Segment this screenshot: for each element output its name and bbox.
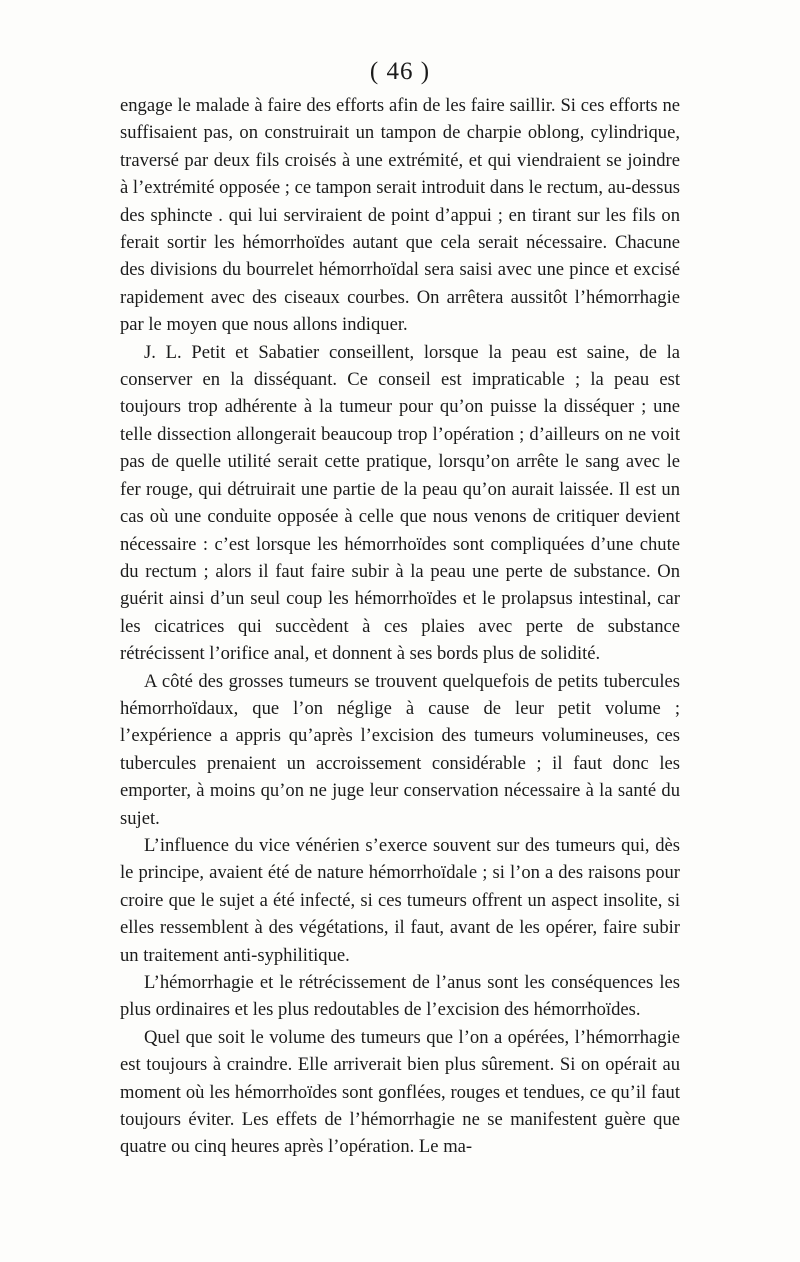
paragraph-volume-tumeurs: Quel que soit le volume des tumeurs que l’on a opérées, l’hémorrhagie est toujours à craindre. Elle arriverait bien plus sûrement. Si on opérait au moment où les hémorrhoïdes sont gonflées, rouges et tendues, ce qu’il faut toujours éviter. Les effets de l’hémorrhagie ne se manifestent guère que quatre ou cinq heures après l’opération. Le ma- xyxy=(120,1026,680,1158)
paragraph-petit-sabatier: J. L. Petit et Sabatier conseillent, lorsque la peau est saine, de la conserver en la disséquant. Ce conseil est impraticable ; la peau est toujours trop adhérente à la tumeur pour qu’on puisse la disséquer ; une telle dissection allongerait beaucoup trop l’opération ; d’ailleurs on ne voit pas de quelle utilité serait cette pratique, lorsqu’on arrête le sang avec le fer rouge, qui détruirait une partie de la peau qu’on aurait laissée. Il est un cas où une conduite opposée à celle que nous venons de critiquer devient nécessaire : c’est lorsque les hémorrhoïdes sont compliquées d’une chute du rectum ; alors il faut faire subir à la peau une perte de substance. On guérit ainsi d’un seul coup les hémorrhoïdes et le prolapsus intestinal, car les cicatrices qui succèdent à ces plaies avec perte de substance rétrécissent l’orifice anal, et donnent à ses bords plus de solidité. xyxy=(120,341,680,665)
paragraph-continuation: engage le malade à faire des efforts afin de les faire saillir. Si ces efforts ne suffisaient pas, on construirait un tampon de charpie oblong, cylindrique, traversé par deux fils croisés à une extrémité, et qui viendraient se joindre à l’extrémité opposée ; ce tampon serait introduit dans le rectum, au-dessus des sphincte . qui lui serviraient de point d’appui ; en tirant sur les fils on ferait sortir les hémorrhoïdes autant que cela serait nécessaire. Chacune des divisions du bourrelet hémorrhoïdal sera saisi avec une pince et excisé rapidement avec des ciseaux courbes. On arrêtera aussitôt l’hémorrhagie par le moyen que nous allons indiquer. xyxy=(120,95,680,336)
paragraph-hemorrhagie-retrecissement: L’hémorrhagie et le rétrécissement de l’anus sont les conséquences les plus ordinaires et les plus redoutables de l’excision des hémorrhoïdes. xyxy=(120,972,680,1021)
paragraph-tubercules: A côté des grosses tumeurs se trouvent quelquefois de petits tubercules hémorrhoïdaux, que l’on néglige à cause de leur petit volume ; l’expérience a appris qu’après l’excision des tumeurs volumineuses, ces tubercules prenaient un accroissement considérable ; il faut donc les emporter, à moins qu’on ne juge leur conservation nécessaire à la santé du sujet. xyxy=(120,670,680,829)
body-text xyxy=(120,92,680,1161)
paragraph-vice-venerien: L’influence du vice vénérien s’exerce souvent sur des tumeurs qui, dès le principe, avaient été de nature hémorrhoïdale ; si l’on a des raisons pour croire que le sujet a été infecté, si ces tumeurs offrent un aspect insolite, si elles ressemblent à des végétations, il faut, avant de les opérer, faire subir un traitement anti-syphilitique. xyxy=(120,834,680,966)
page-number: ( 46 ) xyxy=(369,58,431,85)
